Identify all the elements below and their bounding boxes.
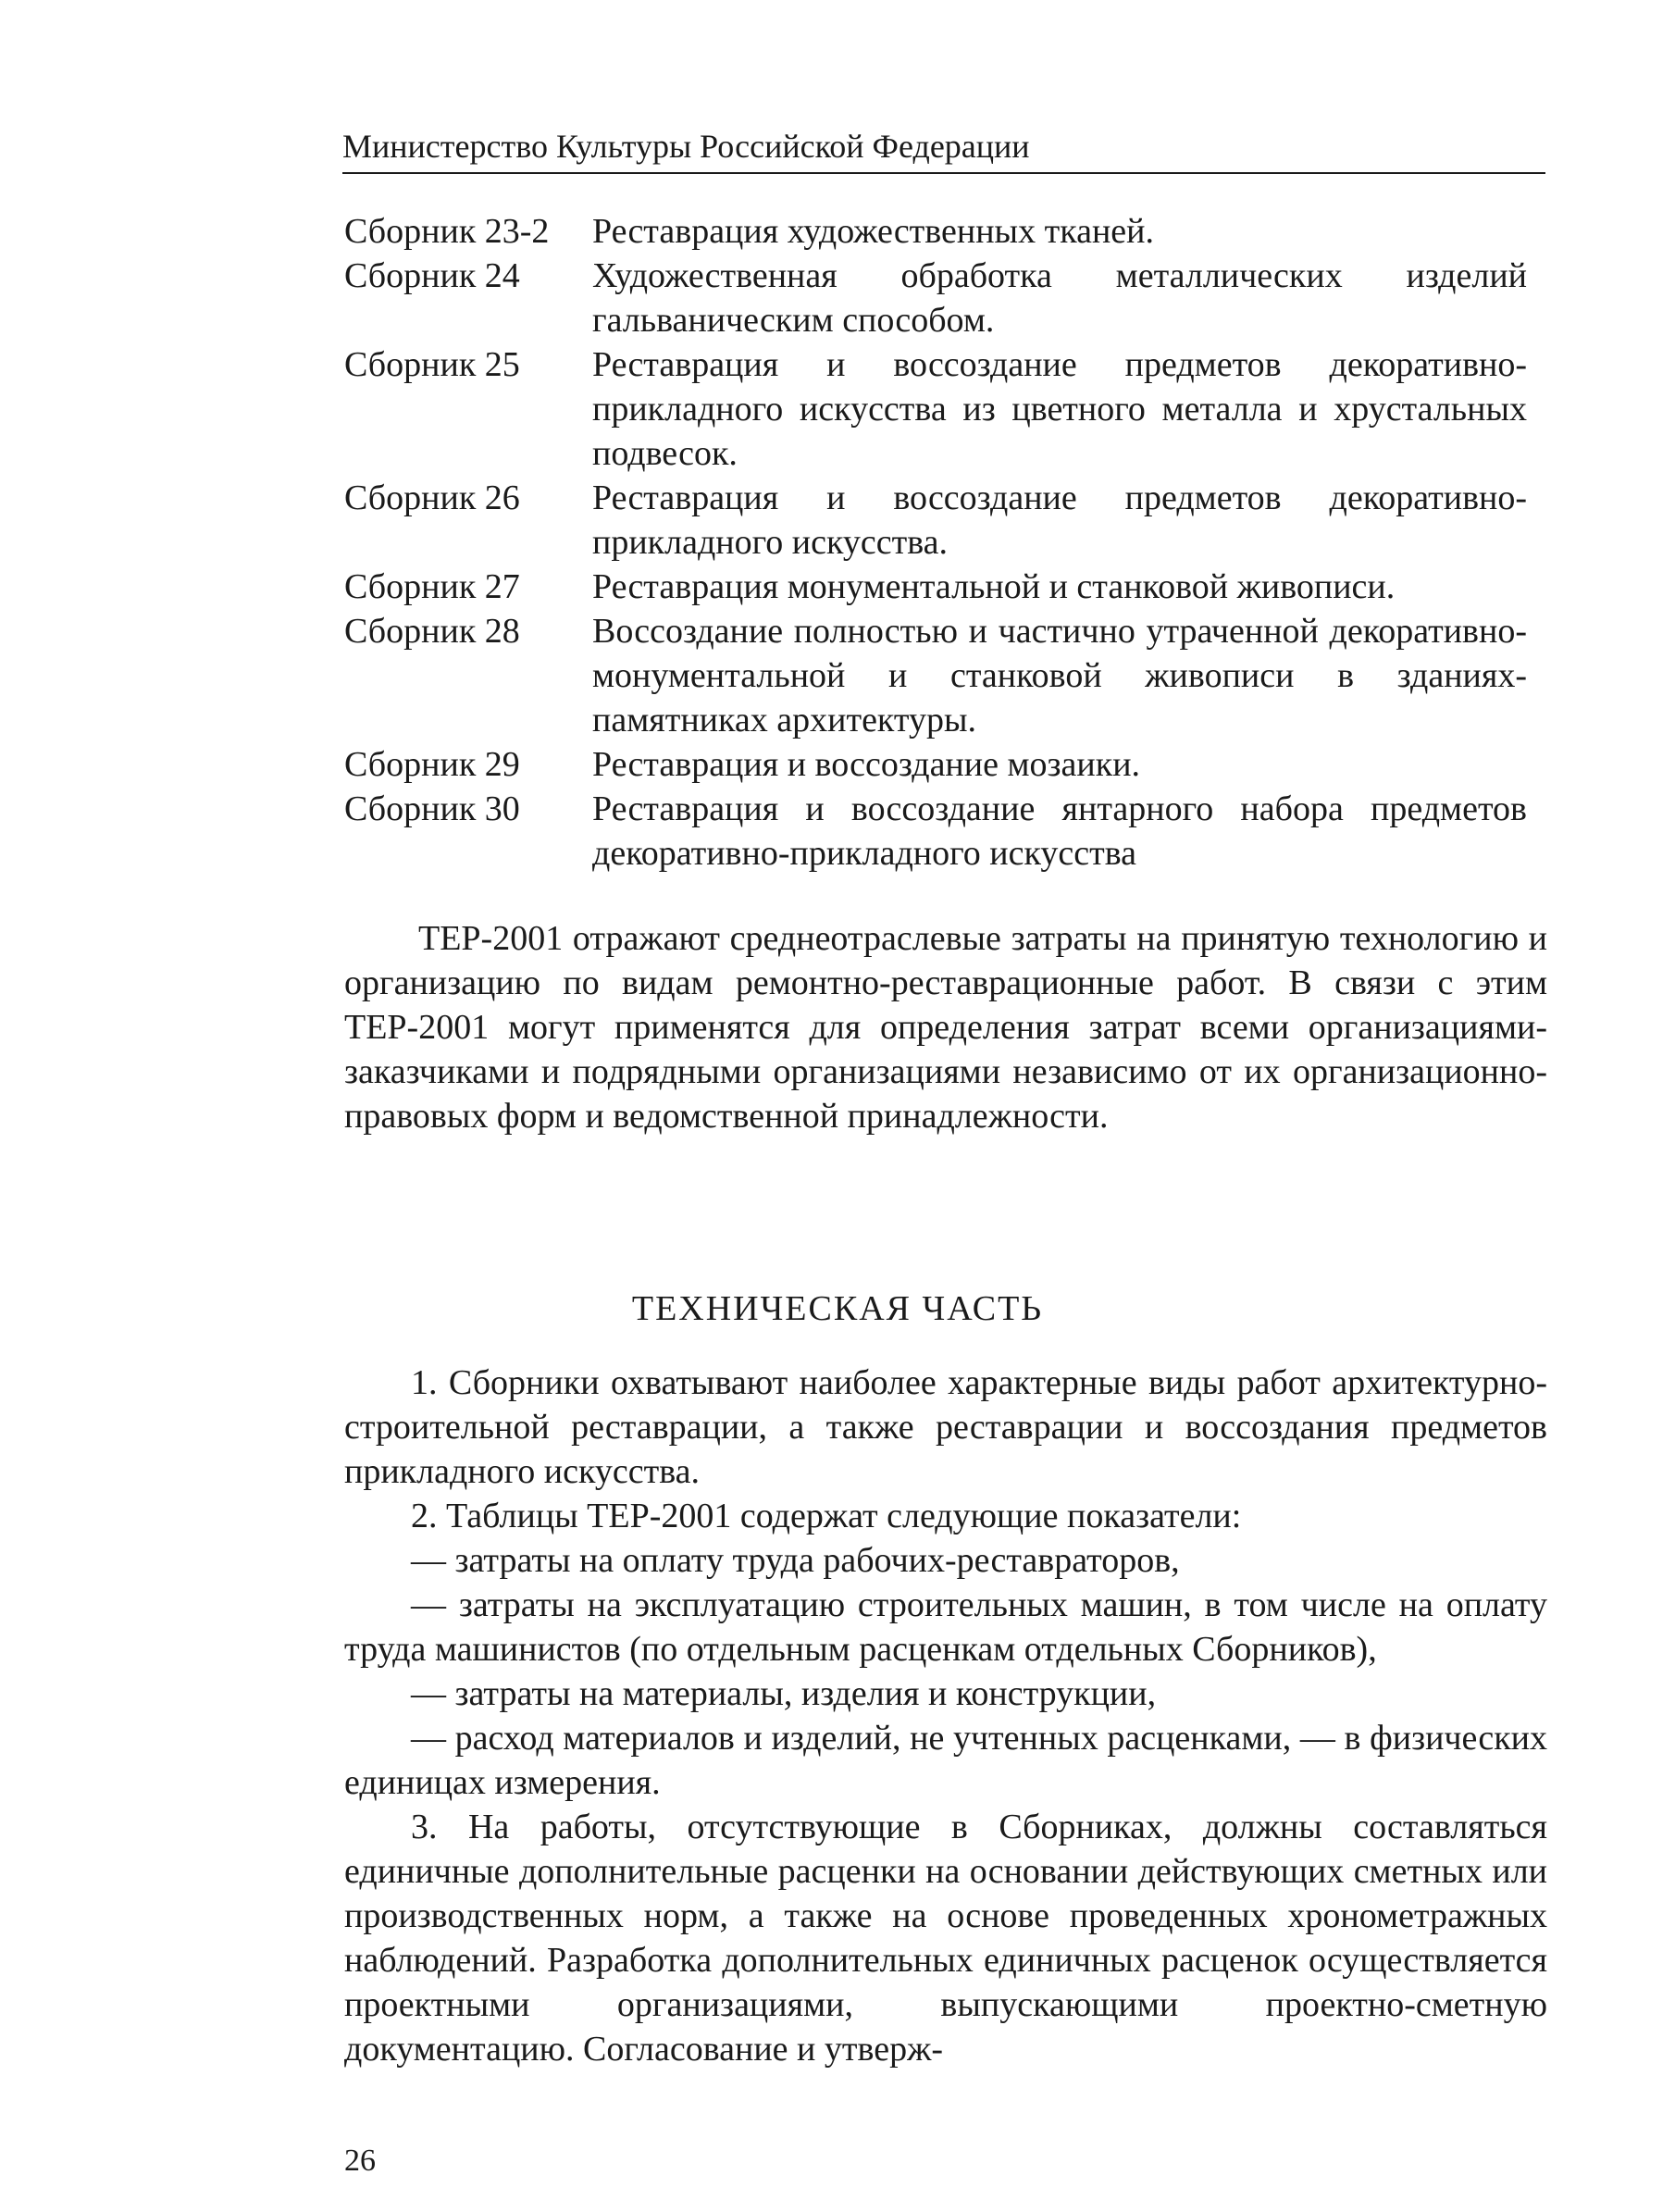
collection-title: Художественная обработка металлических изделий гальваническим способом. xyxy=(592,256,1527,340)
collection-number: Сборник 28 xyxy=(344,612,520,651)
page-number: 26 xyxy=(344,2144,376,2178)
collection-title: Реставрация и воссоздание предметов декоративно-прикладного искусства из цветного металла и хрустальных подвесок. xyxy=(592,345,1527,473)
collection-title: Реставрация художественных тканей. xyxy=(592,212,1154,251)
intro-paragraph: ТЕР-2001 отражают среднеотраслевые затраты на принятую технологию и организацию по видам ремонтно-реставрационные работ. В связи с этим ТЕР-2001 могут применятся для определения затрат всеми организациями-заказчиками и подрядными организациями независимо от их организационно-правовых форм и ведомственной принадлежности. xyxy=(344,919,1547,1136)
intro-section xyxy=(344,916,1547,1138)
collection-title: Воссоздание полностью и частично утраченной декоративно-монументальной и станковой живописи в зданиях-памятниках архитектуры. xyxy=(592,612,1527,739)
collection-number: Сборник 30 xyxy=(344,789,520,828)
collection-number: Сборник 29 xyxy=(344,745,520,784)
running-header: Министерство Культуры Российской Федерации xyxy=(342,126,1545,174)
list-item xyxy=(344,609,1547,742)
collection-title: Реставрация и воссоздание янтарного набора предметов декоративно-прикладного искусства xyxy=(592,789,1527,873)
collection-title: Реставрация монументальной и станковой живописи. xyxy=(592,567,1396,606)
collection-number: Сборник 25 xyxy=(344,345,520,384)
technical-paragraph: — затраты на оплату труда рабочих-реставраторов, xyxy=(411,1541,1180,1580)
list-item xyxy=(344,565,1547,609)
collection-number: Сборник 26 xyxy=(344,478,520,517)
technical-paragraph: 3. На работы, отсутствующие в Сборниках, должны составляться единичные дополнительные расценки на основании действующих сметных или производственных норм, а также на основе проведенных хронометражных наблюдений. Разработка дополнительных единичных расценок осуществляется проектными организациями, выпускающими проектно-сметную документацию. Согласование и утверж- xyxy=(344,1808,1547,2069)
list-item xyxy=(344,476,1547,565)
technical-paragraph: — затраты на материалы, изделия и конструкции, xyxy=(411,1674,1157,1713)
technical-paragraph: 2. Таблицы ТЕР-2001 содержат следующие показатели: xyxy=(411,1497,1242,1535)
collections-list xyxy=(344,209,1547,876)
technical-paragraph: — расход материалов и изделий, не учтенных расценками, — в физических единицах измерения. xyxy=(344,1719,1547,1802)
list-item xyxy=(344,742,1547,787)
collection-title: Реставрация и воссоздание мозаики. xyxy=(592,745,1141,784)
list-item xyxy=(344,787,1547,876)
collection-number: Сборник 24 xyxy=(344,256,520,295)
list-item xyxy=(344,254,1547,342)
technical-paragraph: 1. Сборники охватывают наиболее характерные виды работ архитектурно-строительной реставрации, а также реставрации и воссоздания предметов прикладного искусства. xyxy=(344,1363,1547,1491)
collection-number: Сборник 27 xyxy=(344,567,520,606)
list-item xyxy=(344,342,1547,476)
collection-number: Сборник 23-2 xyxy=(344,212,550,251)
technical-paragraph: — затраты на эксплуатацию строительных машин, в том числе на оплату труда машинистов (по отдельным расценкам отдельных Сборников), xyxy=(344,1585,1547,1669)
list-item xyxy=(344,209,1547,254)
technical-section xyxy=(344,1361,1547,2071)
section-heading: ТЕХНИЧЕСКАЯ ЧАСТЬ xyxy=(631,1289,1044,1328)
collection-title: Реставрация и воссоздание предметов декоративно-прикладного искусства. xyxy=(592,478,1527,562)
